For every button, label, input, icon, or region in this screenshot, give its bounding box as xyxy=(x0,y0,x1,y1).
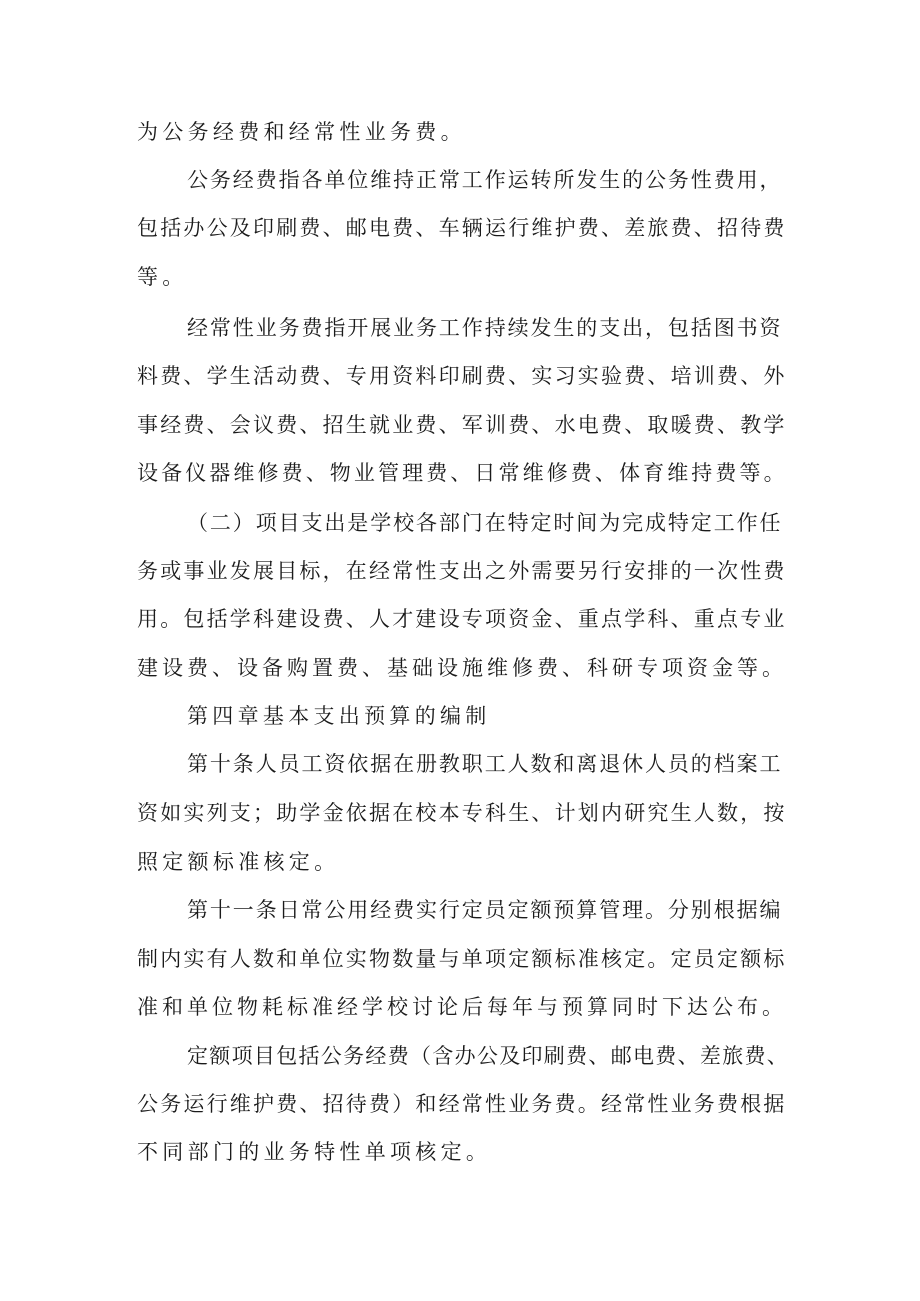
line-text: 公务运行维护费、招待费）和经常性业务费。经常性业务费根据 xyxy=(137,1092,787,1116)
line-text: 料费、学生活动费、专用资料印刷费、实习实验费、培训费、外 xyxy=(137,364,787,388)
line-text: 包括办公及印刷费、邮电费、车辆运行维护费、差旅费、招待费 xyxy=(137,216,787,240)
line-text: 事经费、会议费、招生就业费、军训费、水电费、取暖费、教学 xyxy=(137,413,787,437)
line-text: 定额项目包括公务经费（含办公及印刷费、邮电费、差旅费、 xyxy=(187,1044,790,1068)
line-text: 第十一条日常公用经费实行定员定额预算管理。分别根据编 xyxy=(187,898,783,922)
text-line xyxy=(0,1082,920,1126)
line-text: 照定额标准核定。 xyxy=(137,850,340,874)
line-text: 资如实列支；助学金依据在校本专科生、计划内研究生人数，按 xyxy=(137,801,787,825)
text-line xyxy=(0,646,920,690)
line-text: 建设费、设备购置费、基础设施维修费、科研专项资金等。 xyxy=(137,656,787,680)
text-line xyxy=(0,255,920,299)
text-line xyxy=(0,110,920,154)
text-line xyxy=(0,306,920,350)
text-line xyxy=(0,206,920,250)
line-text: 制内实有人数和单位实物数量与单项定额标准核定。定员定额标 xyxy=(137,947,787,971)
line-text: 第四章基本支出预算的编制 xyxy=(187,704,491,728)
line-text: 公务经费指各单位维持正常工作运转所发生的公务性费用， xyxy=(187,168,783,192)
line-text: 用。包括学科建设费、人才建设专项资金、重点学科、重点专业 xyxy=(137,607,787,631)
line-text: 准和单位物耗标准经学校讨论后每年与预算同时下达公布。 xyxy=(137,995,787,1019)
text-line xyxy=(0,1034,920,1078)
text-line xyxy=(0,354,920,398)
text-line xyxy=(0,742,920,786)
line-text: 务或事业发展目标，在经常性支出之外需要另行安排的一次性费 xyxy=(137,559,787,583)
text-line xyxy=(0,840,920,884)
line-text: 不同部门的业务特性单项核定。 xyxy=(137,1140,492,1164)
line-text: 经常性业务费指开展业务工作持续发生的支出，包括图书资 xyxy=(187,316,783,340)
text-line xyxy=(0,888,920,932)
text-line xyxy=(0,501,920,545)
text-line xyxy=(0,549,920,593)
line-text: 第十条人员工资依据在册教职工人数和离退休人员的档案工 xyxy=(187,752,783,776)
text-line xyxy=(0,937,920,981)
line-text: 为公务经费和经常性业务费。 xyxy=(137,120,466,144)
text-line xyxy=(0,1130,920,1174)
text-line xyxy=(0,158,920,202)
line-text: 设备仪器维修费、物业管理费、日常维修费、体育维持费等。 xyxy=(137,461,788,485)
text-line xyxy=(0,403,920,447)
line-text: （二）项目支出是学校各部门在特定时间为完成特定工作任 xyxy=(187,511,783,535)
text-line xyxy=(0,451,920,495)
text-line xyxy=(0,985,920,1029)
text-line xyxy=(0,597,920,641)
line-text: 等。 xyxy=(137,265,188,289)
text-line xyxy=(0,791,920,835)
chapter-heading xyxy=(0,694,920,738)
